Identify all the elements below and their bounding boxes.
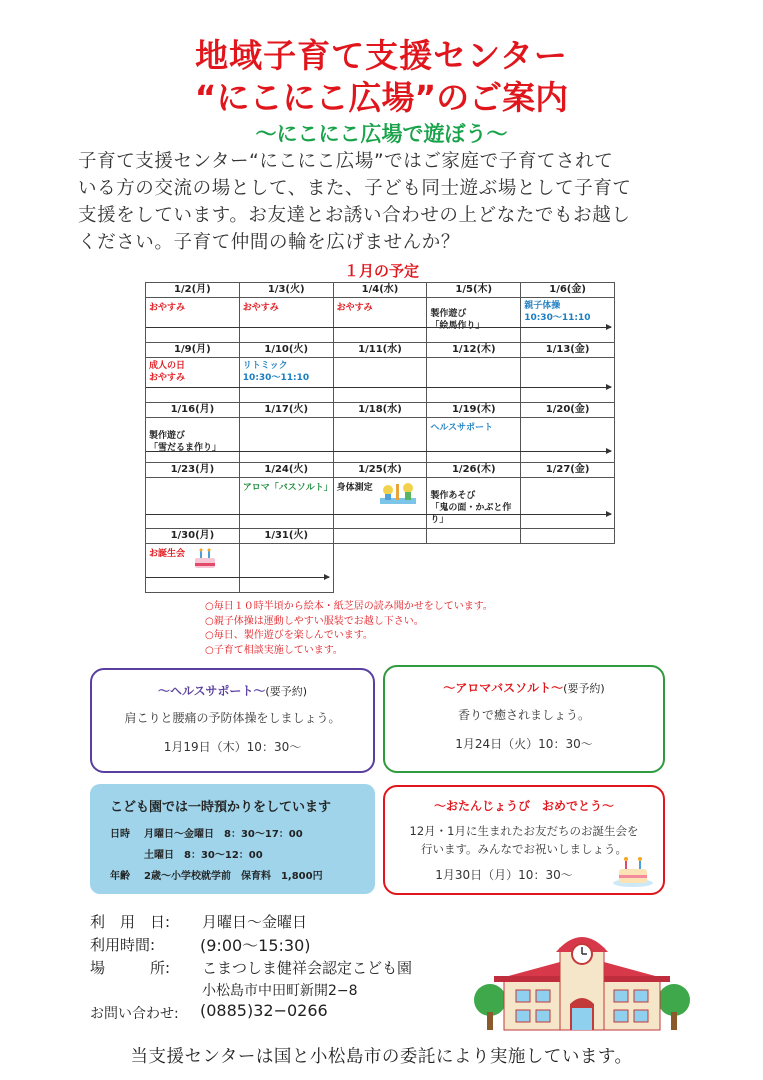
day-label: 1/25(水): [333, 463, 427, 478]
page-subtitle: 〜にこにこ広場で遊ぼう〜: [255, 122, 508, 146]
day-label: 1/19(木): [427, 403, 521, 418]
fee-label: 保育料: [240, 871, 271, 882]
note-item: ○子育て相談実施しています。: [205, 644, 343, 656]
hours-value: (9:00〜15:30): [200, 936, 311, 955]
contact-label: お問い合わせ:: [90, 1006, 179, 1022]
week-1-events: [146, 298, 615, 343]
day-cell: [427, 358, 521, 403]
event-label: 「鬼の面・かぶと作り」: [430, 503, 512, 525]
health-support-title: 〜ヘルスサポート〜: [158, 684, 266, 698]
day-label: 1/27(金): [521, 463, 615, 478]
day-label: 1/20(金): [521, 403, 615, 418]
day-label: [333, 529, 427, 544]
event-label: 製作遊び: [430, 309, 467, 319]
day-cell: [521, 298, 615, 343]
day-cell: [333, 358, 427, 403]
event-label: リトミック: [242, 361, 288, 371]
event-label: 製作あそび: [430, 491, 476, 501]
note-item: ○毎日、製作遊びを楽しんでいます。: [205, 630, 373, 641]
day-label: [521, 529, 615, 544]
nursery-building-illustration: [472, 928, 692, 1038]
day-label: 1/4(水): [333, 283, 427, 298]
day-label: 1/10(火): [239, 343, 333, 358]
schedule-calendar: [145, 282, 615, 593]
event-time: 10:30〜11:10: [242, 373, 310, 383]
day-label: 1/17(火): [239, 403, 333, 418]
reservation-note: (要予約): [563, 682, 605, 695]
event-label: 「絵馬作り」: [430, 321, 485, 331]
week-5-events: [146, 544, 615, 593]
day-cell: [427, 418, 521, 463]
day-cell: [239, 544, 333, 593]
measuring-children-icon: [378, 480, 418, 506]
notes-list: [205, 600, 493, 658]
day-cell: [427, 478, 521, 529]
day-cell: [521, 418, 615, 463]
day-label: 1/31(火): [239, 529, 333, 544]
day-label: 1/18(水): [333, 403, 427, 418]
fee-value: 1,800円: [280, 871, 323, 882]
event-label: おやすみ: [149, 373, 186, 383]
week-4-header: [146, 463, 615, 478]
days-value: 月曜日〜金曜日: [202, 913, 308, 931]
arrow-line: [146, 327, 611, 328]
daycare-title: こども園では一時預かりをしています: [110, 800, 332, 815]
birthday-text-line2: 行います。みんなでお祝いしましょう。: [420, 842, 628, 856]
day-label: 1/24(火): [239, 463, 333, 478]
place-label: 場 所:: [90, 959, 171, 977]
arrow-line: [146, 451, 611, 452]
event-label: お誕生会: [149, 549, 186, 559]
day-cell: [146, 478, 240, 529]
birthday-cake-icon: [192, 546, 218, 572]
place-value: こまつしま健祥会認定こども園: [202, 959, 413, 977]
week-2-header: [146, 343, 615, 358]
saturday-hours: 土曜日 8：30〜12：00: [144, 850, 263, 861]
reservation-note: (要予約): [265, 685, 307, 698]
week-5-header: [146, 529, 615, 544]
day-cell: [333, 298, 427, 343]
days-label: 利 用 日:: [90, 913, 171, 931]
event-label: 親子体操: [524, 301, 561, 311]
week-1-header: [146, 283, 615, 298]
event-label: 成人の日: [149, 361, 186, 371]
day-cell: [239, 418, 333, 463]
day-cell: [239, 298, 333, 343]
page-title-line2: “にこにこ広場”のご案内: [194, 78, 569, 117]
birthday-text-line1: 12月・1月に生まれたお友だちのお誕生会を: [409, 824, 639, 838]
day-label: 1/26(木): [427, 463, 521, 478]
arrow-line: [146, 577, 329, 578]
day-label: 1/11(水): [333, 343, 427, 358]
day-label: 1/23(月): [146, 463, 240, 478]
calendar-title: １月の予定: [343, 262, 419, 280]
age-range: 2歳〜小学校就学前: [144, 871, 231, 882]
event-label: 製作遊び: [149, 431, 186, 441]
day-label: 1/12(木): [427, 343, 521, 358]
week-2-events: [146, 358, 615, 403]
footer-note: 当支援センターは国と小松島市の委託により実施しています。: [130, 1047, 633, 1067]
health-support-text: 肩こりと腰痛の予防体操をしましょう。: [124, 711, 341, 725]
day-label: 1/5(木): [427, 283, 521, 298]
birthday-cake-icon: [611, 853, 655, 889]
day-cell: [333, 478, 427, 529]
week-3-events: [146, 418, 615, 463]
day-label: 1/6(金): [521, 283, 615, 298]
day-cell: [521, 478, 615, 529]
aroma-text: 香りで癒されましょう。: [457, 708, 590, 722]
intro-text: 子育て支援センター“にこにこ広場”ではご家庭で子育てされて いる方の交流の場として、また、子ども同士遊ぶ場として子育て 支援をしています。お友達とお誘い合わせの上どなたでもお越し ください。子育て仲間の輪を広げませんか？: [78, 151, 632, 253]
event-label: おやすみ: [242, 303, 279, 313]
week-4-events: [146, 478, 615, 529]
health-support-date: 1月19日（木）10：30〜: [163, 740, 302, 754]
day-cell: [521, 358, 615, 403]
health-support-box: [90, 668, 375, 773]
hours-label: 日時: [110, 829, 130, 840]
page-title: 地域子育て支援センター: [195, 36, 568, 75]
day-cell: [146, 358, 240, 403]
event-label: ヘルスサポート: [430, 423, 493, 433]
day-cell: [146, 544, 240, 593]
day-cell: [146, 298, 240, 343]
day-label: 1/16(月): [146, 403, 240, 418]
day-label: 1/2(月): [146, 283, 240, 298]
day-cell: [146, 418, 240, 463]
age-label: 年齢: [110, 871, 130, 882]
aroma-box: [383, 665, 665, 773]
weekday-hours: 月曜日〜金曜日 8：30〜17：00: [144, 829, 303, 840]
contact-value: (0885)32−0266: [200, 1001, 328, 1020]
birthday-title: 〜おたんじょうび おめでとう〜: [433, 799, 614, 813]
day-cell: [333, 418, 427, 463]
day-label: 1/3(火): [239, 283, 333, 298]
event-label: 「雪だるま作り」: [149, 443, 222, 453]
daycare-box: [90, 784, 375, 894]
event-label: おやすみ: [149, 303, 186, 313]
event-time: 10:30〜11:10: [524, 313, 591, 323]
arrow-line: [146, 387, 611, 388]
event-label: おやすみ: [336, 303, 373, 313]
hours-label: 利用時間:: [90, 936, 156, 954]
event-label: 身体測定: [336, 483, 373, 493]
day-cell: [239, 478, 333, 529]
aroma-date: 1月24日（火）10：30〜: [455, 737, 593, 751]
day-label: 1/30(月): [146, 529, 240, 544]
day-label: 1/13(金): [521, 343, 615, 358]
day-cell: [427, 298, 521, 343]
day-label: [427, 529, 521, 544]
event-label: アロマ「バスソルト」: [242, 483, 333, 493]
aroma-title: 〜アロマバスソルト〜: [443, 681, 564, 695]
address-value: 小松島市中田町新開2−8: [202, 983, 358, 999]
note-item: ○親子体操は運動しやすい服装でお越し下さい。: [205, 615, 424, 627]
arrow-line: [146, 514, 611, 515]
birthday-box: [383, 785, 665, 895]
day-cell: [239, 358, 333, 403]
week-3-header: [146, 403, 615, 418]
note-item: ○毎日１０時半頃から絵本・紙芝居の読み聞かせをしています。: [205, 601, 493, 612]
birthday-date: 1月30日（月）10：30〜: [435, 868, 573, 882]
day-label: 1/9(月): [146, 343, 240, 358]
